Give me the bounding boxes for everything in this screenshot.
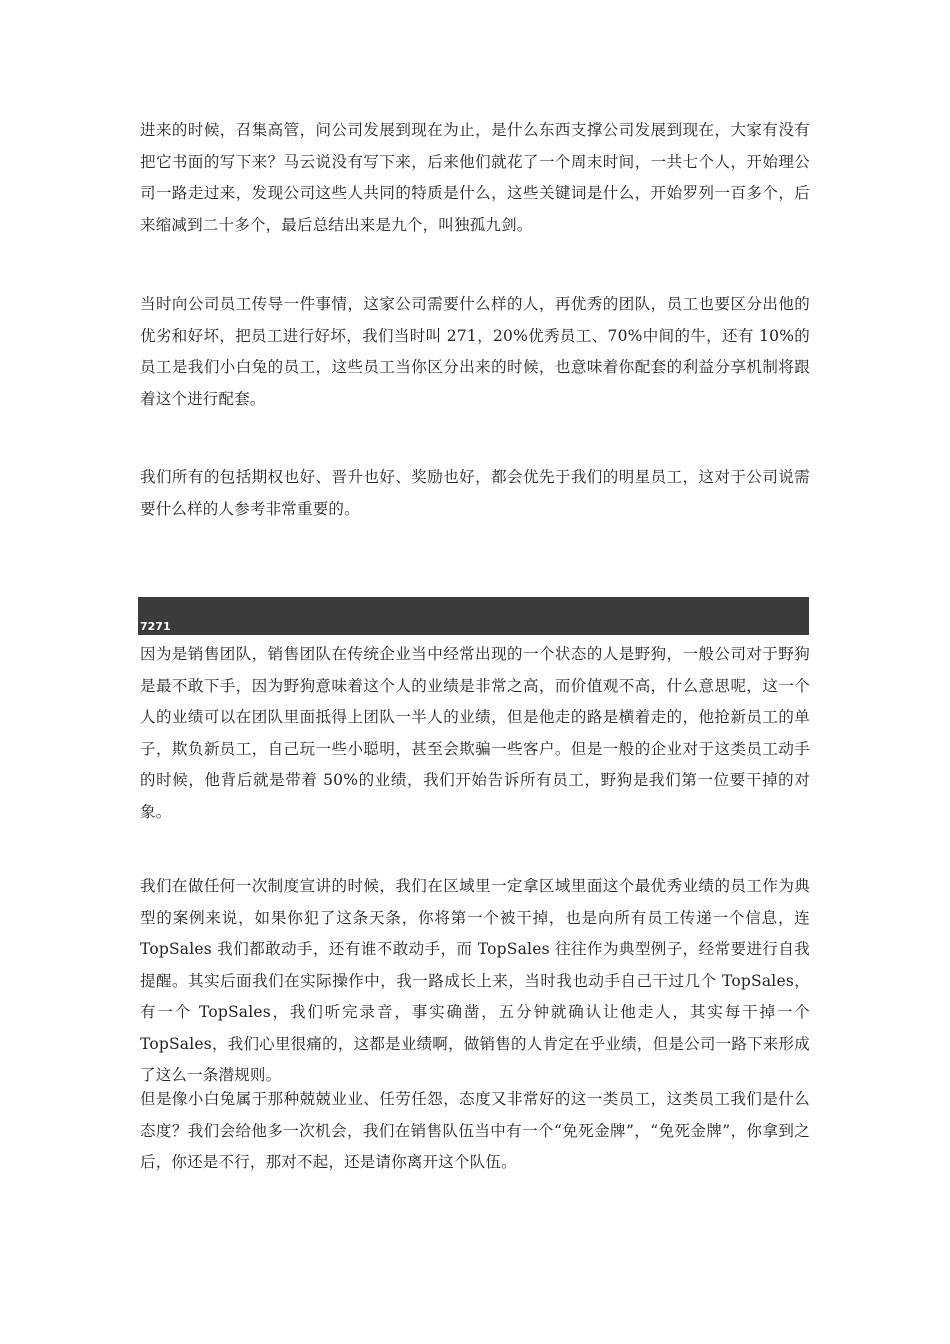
- paragraph-nine-swords: 进来的时候，召集高管，问公司发展到现在为止，是什么东西支撑公司发展到现在，大家有没有把它书面的写下来？马云说没有写下来，后来他们就花了一个周末时间，一共七个人，开始理公司一路走过来，发现公司这些人共同的特质是什么，这些关键词是什么，开始罗列一百多个，后来缩减到二十多个，最后总结出来是九个，叫独孤九剑。: [140, 121, 810, 234]
- paragraph-topsales: 我们在做任何一次制度宣讲的时候，我们在区域里一定拿区域里面这个最优秀业绩的员工作为典型的案例来说，如果你犯了这条天条，你将第一个被干掉，也是向所有员工传递一个信息，连 TopSales 我们都敢动手，还有谁不敢动手，而 TopSales 往往作为典型例子，经常要进行自我提醒。其实后面我们在实际操作中，我一路成长上来，当时我也动手自己干过几个 TopSales，有一个 TopSales，我们听完录音，事实确凿，五分钟就确认让他走人，其实每干掉一个 TopSales，我们心里很痛的，这都是业绩啊，做销售的人肯定在乎业绩，但是公司一路下来形成了这么一条潜规则。: [140, 877, 810, 1084]
- paragraph-271-ranking: 当时向公司员工传导一件事情，这家公司需要什么样的人，再优秀的团队，员工也要区分出他的优劣和好坏，把员工进行好坏，我们当时叫 271，20%优秀员工、70%中间的牛，还有 10%的员工是我们小白兔的员工，这些员工当你区分出来的时候，也意味着你配套的利益分享机制将跟着这个进行配套。: [140, 295, 810, 408]
- paragraph-wild-dog: 因为是销售团队，销售团队在传统企业当中经常出现的一个状态的人是野狗，一般公司对于野狗是最不敢下手，因为野狗意味着这个人的业绩是非常之高，而价值观不高，什么意思呢，这一个人的业绩可以在团队里面抵得上团队一半人的业绩，但是他走的路是横着走的，他抢新员工的单子，欺负新员工，自己玩一些小聪明，甚至会欺骗一些客户。但是一般的企业对于这类员工动手的时候，他背后就是带着 50%的业绩，我们开始告诉所有员工，野狗是我们第一位要干掉的对象。: [140, 645, 810, 821]
- paragraph-star-employees: 我们所有的包括期权也好、晋升也好、奖励也好，都会优先于我们的明星员工，这对于公司说需要什么样的人参考非常重要的。: [140, 468, 810, 518]
- paragraph-little-rabbit: 但是像小白兔属于那种兢兢业业、任劳任怨，态度又非常好的这一类员工，这类员工我们是什么态度？我们会给他多一次机会，我们在销售队伍当中有一个“免死金牌”，“免死金牌”，你拿到之后，你还是不行，那对不起，还是请你离开这个队伍。: [140, 1090, 810, 1171]
- section-label: 7271: [140, 620, 171, 633]
- section-header-bar: [138, 597, 809, 635]
